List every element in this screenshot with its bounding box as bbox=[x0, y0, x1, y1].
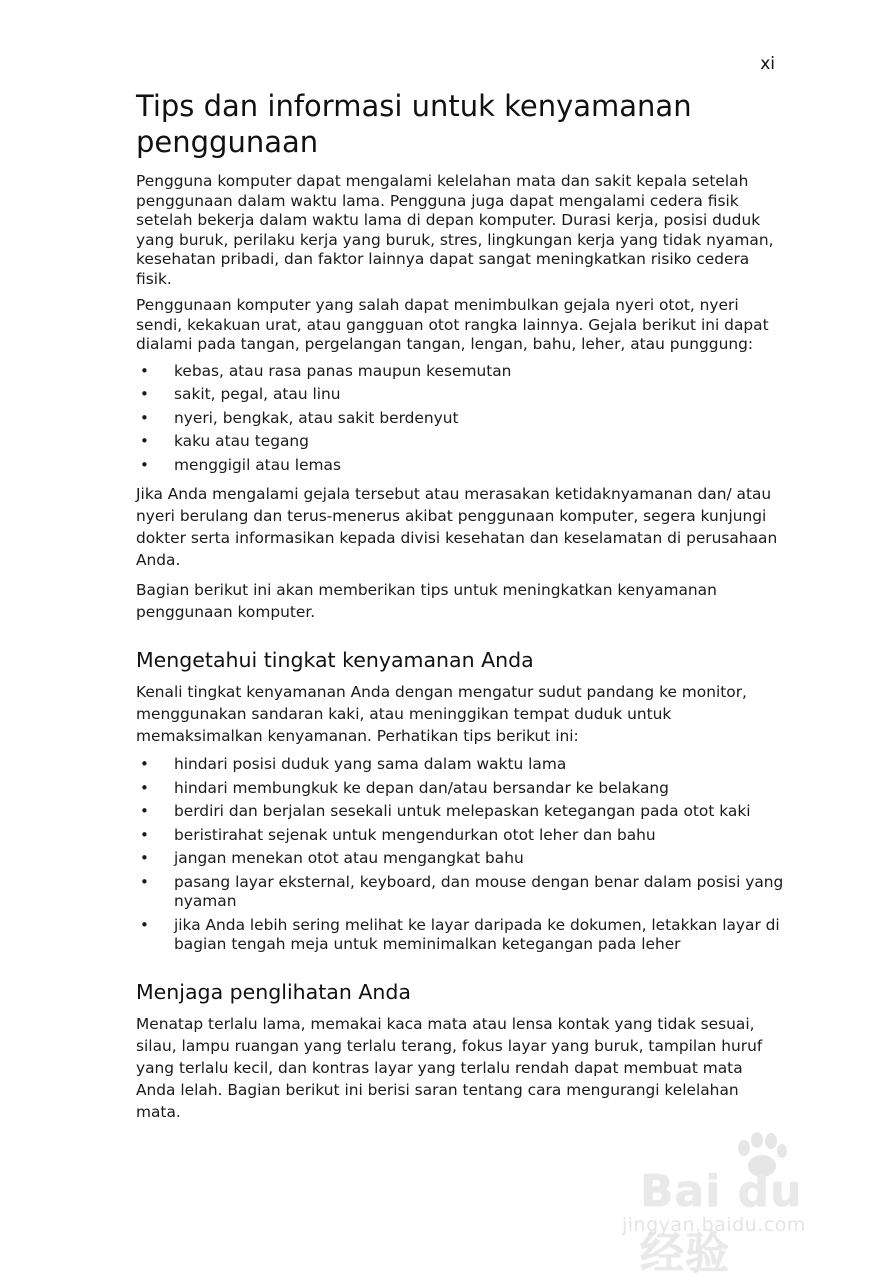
bullet-icon: • bbox=[140, 825, 149, 844]
comfort-paragraph: Kenali tingkat kenyamanan Anda dengan mengatur sudut pandang ke monitor, menggunakan sandaran kaki, atau meninggikan tempat duduk untuk memaksimalkan kenyamanan. Perhatikan tips berikut ini: bbox=[136, 683, 747, 745]
page-number: xi bbox=[760, 54, 775, 74]
list-item: • jangan menekan otot atau mengangkat bahu bbox=[140, 849, 524, 867]
list-item: • pasang layar eksternal, keyboard, dan mouse dengan benar dalam posisi yang nyaman bbox=[140, 872, 784, 910]
bullet-icon: • bbox=[140, 755, 149, 773]
symptoms-list bbox=[136, 362, 786, 476]
bullet-icon: • bbox=[140, 385, 149, 403]
list-item: • kaku atau tegang bbox=[140, 432, 309, 450]
list-item: • kebas, atau rasa panas maupun kesemutan bbox=[140, 361, 512, 380]
page-title: Tips dan informasi untuk kenyamanan penggunaan bbox=[136, 89, 692, 159]
intro-paragraph-1: Pengguna komputer dapat mengalami kelelahan mata dan sakit kepala setelah penggunaan dalam waktu lama. Pengguna juga dapat mengalami cedera fisik setelah bekerja dalam waktu lama di depan komputer. Durasi kerja, posisi duduk yang buruk, perilaku kerja yang buruk, stres, lingkungan kerja yang tidak nyaman, kesehatan pribadi, dan faktor lainnya dapat sangat meningkatkan risiko cedera fisik. bbox=[136, 172, 774, 288]
bullet-icon: • bbox=[140, 849, 149, 867]
baidu-watermark bbox=[622, 1132, 842, 1279]
list-item: • beristirahat sejenak untuk mengendurkan otot leher dan bahu bbox=[140, 825, 656, 844]
intro-paragraph-3: Jika Anda mengalami gejala tersebut atau merasakan ketidaknyamanan dan/ atau nyeri berulang dan terus-menerus akibat penggunaan komputer, segera kunjungi dokter serta informasikan kepada divisi kesehatan dan keselamatan di perusahaan Anda. bbox=[136, 485, 778, 569]
watermark-brand: Bai du 经验 bbox=[640, 1166, 803, 1279]
bullet-icon: • bbox=[140, 802, 149, 820]
list-item: • sakit, pegal, atau linu bbox=[140, 385, 341, 403]
section-heading-vision: Menjaga penglihatan Anda bbox=[136, 979, 411, 1004]
document-body bbox=[136, 88, 786, 1131]
bullet-icon: • bbox=[140, 455, 149, 474]
bullet-icon: • bbox=[140, 915, 149, 934]
bullet-icon: • bbox=[140, 872, 149, 891]
list-item: • berdiri dan berjalan sesekali untuk melepaskan ketegangan pada otot kaki bbox=[140, 802, 751, 820]
section-heading-comfort: Mengetahui tingkat kenyamanan Anda bbox=[136, 648, 534, 672]
list-item: • hindari membungkuk ke depan dan/atau bersandar ke belakang bbox=[140, 778, 669, 797]
bullet-icon: • bbox=[140, 408, 149, 427]
list-item: • hindari posisi duduk yang sama dalam waktu lama bbox=[140, 755, 567, 773]
list-item: • nyeri, bengkak, atau sakit berdenyut bbox=[140, 408, 459, 427]
list-item: • jika Anda lebih sering melihat ke layar daripada ke dokumen, letakkan layar di bagian tengah meja untuk meminimalkan ketegangan pada leher bbox=[140, 915, 780, 953]
list-item: • menggigil atau lemas bbox=[140, 455, 341, 474]
intro-paragraph-4: Bagian berikut ini akan memberikan tips untuk meningkatkan kenyamanan penggunaan komputer. bbox=[136, 581, 717, 621]
watermark-url: jingyan.baidu.com bbox=[622, 1214, 806, 1236]
vision-paragraph: Menatap terlalu lama, memakai kaca mata atau lensa kontak yang tidak sesuai, silau, lampu ruangan yang terlalu terang, fokus layar yang buruk, tampilan huruf yang terlalu kecil, dan kontras layar yang terlalu rendah dapat membuat mata Anda lelah. Bagian berikut ini berisi saran tentang cara mengurangi kelelahan mata. bbox=[136, 1014, 763, 1121]
comfort-tips-list bbox=[136, 755, 786, 955]
bullet-icon: • bbox=[140, 432, 149, 450]
bullet-icon: • bbox=[140, 778, 149, 797]
bullet-icon: • bbox=[140, 361, 149, 380]
intro-paragraph-2: Penggunaan komputer yang salah dapat menimbulkan gejala nyeri otot, nyeri sendi, kekakuan urat, atau gangguan otot rangka lainnya. Gejala berikut ini dapat dialami pada tangan, pergelangan tangan, lengan, bahu, leher, atau punggung: bbox=[136, 296, 769, 353]
